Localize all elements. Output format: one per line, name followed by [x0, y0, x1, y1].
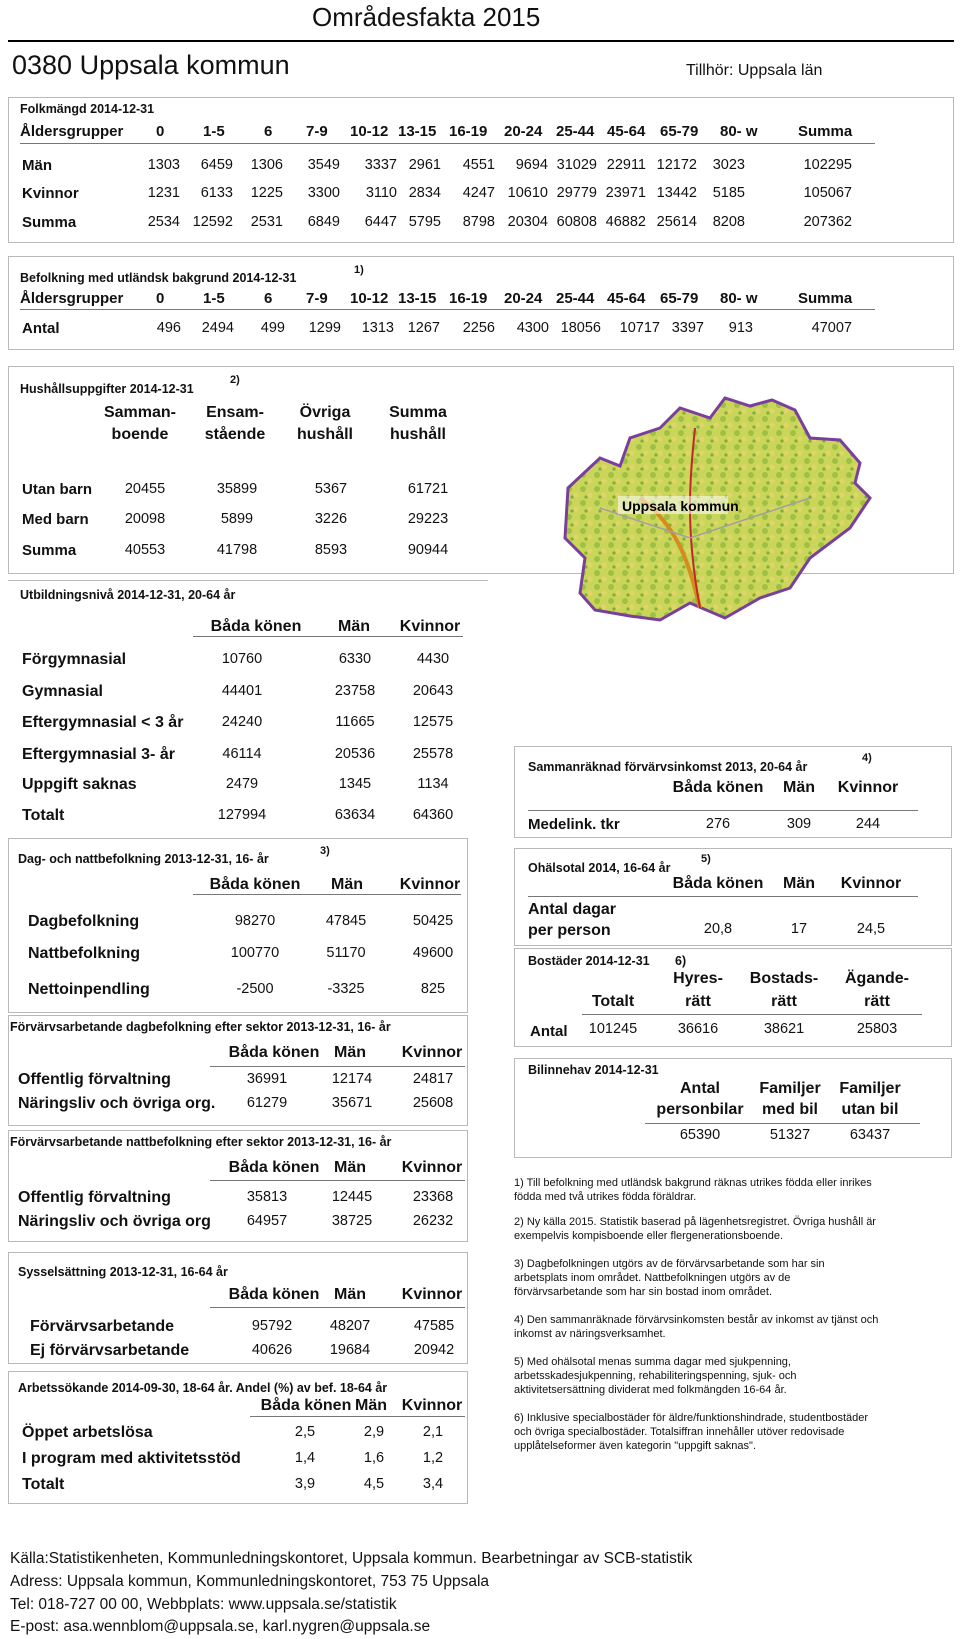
folkmangd-group-label: Åldersgrupper [20, 123, 124, 140]
cell-value: 1,6 [363, 1450, 385, 1466]
col-header: Kvinnor [840, 875, 902, 892]
cell-value: 1231 [147, 185, 180, 201]
cell-value: 1267 [407, 320, 440, 336]
col-header: Män [783, 779, 815, 796]
row-label: Näringsliv och övriga org [18, 1213, 211, 1230]
syss-header-rule [210, 1307, 465, 1308]
forv-natt-header-rule [210, 1180, 465, 1181]
cell-value: 25578 [412, 746, 454, 762]
arbetssokande-title: Arbetssökande 2014-09-30, 18-64 år. Andel (%) av bef. 18-64 år [18, 1381, 388, 1395]
age-header: 25-44 [556, 123, 595, 140]
cell-value: 2834 [408, 185, 441, 201]
footnote: 5) Med ohälsotal menas summa dagar med sjukpenning, arbetsskadesjukpenning, rehabiliteringspenning, sjuk- och aktivitetsersättning dividerat med folkmängden 16-64 år. [514, 1356, 797, 1396]
cell-value: 2479 [225, 776, 259, 792]
cell-value: 2256 [462, 320, 495, 336]
cell-value: 12174 [331, 1071, 373, 1087]
col-header: Kvinnor [401, 1044, 463, 1061]
cell-value: 64360 [412, 807, 454, 823]
col-header: med bil [761, 1101, 818, 1118]
age-header: 45-64 [607, 290, 646, 307]
cell-value: -2500 [236, 981, 274, 997]
col-header: boende [111, 426, 169, 443]
cell-value: 2,9 [363, 1424, 385, 1440]
cell-value: 29223 [407, 511, 449, 527]
cell-value: 35899 [216, 481, 258, 497]
cell-value: 38621 [763, 1021, 805, 1037]
row-sum: 207362 [803, 214, 852, 230]
cell-value: 36991 [246, 1071, 288, 1087]
col-header: Övriga [299, 404, 351, 421]
row-sum: 105067 [803, 185, 852, 201]
cell-value: 50425 [412, 913, 454, 929]
map-graphic [510, 388, 950, 652]
footer-source: Källa:Statistikenheten, Kommunledningskontoret, Uppsala kommun. Bearbetningar av SCB-statistik [10, 1550, 693, 1567]
col-header: Båda könen [228, 1159, 320, 1176]
col-header: Män [331, 876, 363, 893]
bostader-title: Bostäder 2014-12-31 [528, 954, 650, 968]
row-label: Gymnasial [22, 683, 103, 700]
cell-value: 4247 [462, 185, 495, 201]
cell-value: 913 [728, 320, 753, 336]
cell-value: 10610 [507, 185, 548, 201]
cell-value: 22911 [606, 157, 646, 173]
syss-title: Sysselsättning 2013-12-31, 16-64 år [18, 1265, 228, 1279]
cell-value: 3,9 [294, 1476, 316, 1492]
row-label: Utan barn [22, 481, 93, 498]
row-label: Eftergymnasial < 3 år [22, 714, 184, 731]
age-header: 65-79 [660, 123, 699, 140]
forv-dag-header-rule [210, 1066, 465, 1067]
cell-value: 1225 [250, 185, 283, 201]
age-header: 6 [264, 290, 273, 307]
cell-value: 24240 [221, 714, 263, 730]
footnote: 1) Till befolkning med utländsk bakgrund räknas utrikes födda eller inrikes födda med två utrikes födda föräldrar. [514, 1177, 872, 1203]
utbildning-top-rule [8, 580, 488, 581]
col-header: Samman- [103, 404, 177, 421]
cell-value: 29779 [556, 185, 597, 201]
col-header: hushåll [296, 426, 353, 443]
cell-value: 95792 [251, 1318, 293, 1334]
cell-value: 20,8 [703, 921, 733, 937]
cell-value: -3325 [327, 981, 365, 997]
cell-value: 24,5 [856, 921, 886, 937]
col-header: Familjer [759, 1080, 821, 1097]
row-label: I program med aktivitetsstöd [22, 1450, 241, 1467]
cell-value: 46114 [222, 746, 262, 762]
ohalsotal-header-rule [528, 896, 918, 897]
cell-value: 38725 [331, 1213, 373, 1229]
col-header: Summa [389, 404, 447, 421]
age-header: 13-15 [398, 123, 437, 140]
dagnatt-note: 3) [320, 845, 330, 857]
col-header: Båda könen [228, 1286, 320, 1303]
cell-value: 41798 [216, 542, 258, 558]
cell-value: 2531 [250, 214, 283, 230]
folkmangd-title: Folkmängd 2014-12-31 [20, 102, 155, 116]
col-header: Män [334, 1044, 366, 1061]
cell-value: 499 [260, 320, 285, 336]
forv-dag-title: Förvärvsarbetande dagbefolkning efter sektor 2013-12-31, 16- år [10, 1020, 391, 1034]
col-header: Män [334, 1159, 366, 1176]
inkomst-header-rule [528, 810, 918, 811]
age-header: 0 [156, 123, 165, 140]
age-header: 16-19 [449, 290, 488, 307]
ohalsotal-note: 5) [701, 853, 711, 865]
map-label: Uppsala kommun [622, 498, 739, 514]
cell-value: 12592 [192, 214, 233, 230]
age-header: 7-9 [306, 290, 328, 307]
cell-value: 18056 [560, 320, 601, 336]
cell-value: 1134 [417, 776, 449, 792]
cell-value: 2534 [147, 214, 180, 230]
cell-value: 5795 [408, 214, 441, 230]
cell-value: 26232 [412, 1213, 454, 1229]
cell-value: 3226 [314, 511, 348, 527]
cell-value: 40553 [124, 542, 166, 558]
bostader-row-label: Antal [530, 1023, 568, 1040]
cell-value: 2,1 [422, 1424, 444, 1440]
age-header: 7-9 [306, 123, 328, 140]
col-header: Ägande- [845, 970, 909, 987]
age-header: 10-12 [350, 290, 389, 307]
age-header: 80- w [720, 290, 758, 307]
cell-value: 6133 [200, 185, 233, 201]
cell-value: 13442 [656, 185, 697, 201]
footer-email: E-post: asa.wennblom@uppsala.se, karl.nygren@uppsala.se [10, 1618, 431, 1635]
col-header: Båda könen [260, 1397, 352, 1414]
col-header: Kvinnor [401, 1286, 463, 1303]
cell-value: 825 [420, 981, 446, 997]
age-header: 16-19 [449, 123, 488, 140]
age-header: 65-79 [660, 290, 699, 307]
cell-value: 1345 [338, 776, 372, 792]
header-rule [8, 40, 954, 42]
cell-value: 9694 [515, 157, 548, 173]
cell-value: 64957 [246, 1213, 288, 1229]
col-header: Hyres- [673, 970, 723, 987]
inkomst-note: 4) [862, 752, 872, 764]
footnote: 4) Den sammanräknade förvärvsinkomsten består av inkomst av tjänst och inkomst av näringsverksamhet. [514, 1314, 879, 1340]
cell-value: 1306 [250, 157, 283, 173]
ohalsotal-label-1: Antal dagar [528, 901, 617, 918]
cell-value: 1303 [147, 157, 180, 173]
row-label: Offentlig förvaltning [18, 1189, 171, 1206]
col-header: stående [204, 426, 266, 443]
col-header: Män [783, 875, 815, 892]
col-header: Båda könen [672, 875, 764, 892]
kommun-title: 0380 Uppsala kommun [12, 50, 290, 80]
bilinnehav-title: Bilinnehav 2014-12-31 [528, 1063, 659, 1077]
col-header: rätt [864, 993, 890, 1010]
cell-value: 35671 [331, 1095, 373, 1111]
col-header: Totalt [591, 993, 635, 1010]
row-label: Förvärvsarbetande [30, 1318, 175, 1335]
col-header: utan bil [841, 1101, 899, 1118]
age-header: 10-12 [350, 123, 389, 140]
cell-value: 12445 [331, 1189, 373, 1205]
col-header: Båda könen [228, 1044, 320, 1061]
age-header: 20-24 [504, 290, 543, 307]
cell-value: 101245 [588, 1021, 638, 1037]
cell-value: 20455 [124, 481, 166, 497]
utbildning-header-rule [193, 636, 463, 637]
cell-value: 1,4 [294, 1450, 316, 1466]
cell-value: 2494 [201, 320, 234, 336]
cell-value: 3549 [307, 157, 340, 173]
col-header: Bostads- [749, 970, 819, 987]
utbildning-title: Utbildningsnivå 2014-12-31, 20-64 år [20, 588, 236, 602]
row-label: Näringsliv och övriga org. [18, 1095, 216, 1112]
row-label: Summa [22, 214, 77, 231]
utlandsk-group-label: Åldersgrupper [20, 290, 124, 307]
cell-value: 65390 [679, 1127, 721, 1143]
inkomst-title: Sammanräknad förvärvsinkomst 2013, 20-64 år [528, 760, 808, 774]
lan-label: Tillhör: Uppsala län [686, 62, 823, 79]
col-header: Båda könen [209, 876, 301, 893]
cell-value: 31029 [556, 157, 597, 173]
bilinnehav-header-rule [645, 1123, 920, 1124]
cell-value: 8208 [712, 214, 745, 230]
cell-value: 23758 [334, 683, 376, 699]
row-label: Eftergymnasial 3- år [22, 746, 175, 763]
bostader-header-rule [582, 1014, 922, 1015]
cell-value: 276 [705, 816, 731, 832]
cell-value: 25614 [656, 214, 697, 230]
col-header: rätt [771, 993, 797, 1010]
cell-value: 5367 [314, 481, 348, 497]
col-header: Båda könen [210, 618, 302, 635]
col-header: Ensam- [206, 404, 264, 421]
cell-value: 23971 [605, 185, 646, 201]
cell-value: 20942 [413, 1342, 455, 1358]
cell-value: 4300 [516, 320, 549, 336]
cell-value: 11665 [335, 714, 375, 730]
col-header: Kvinnor [399, 876, 461, 893]
col-header: Kvinnor [401, 1159, 463, 1176]
cell-value: 4,5 [363, 1476, 385, 1492]
cell-value: 5185 [712, 185, 745, 201]
row-label: Summa [22, 542, 77, 559]
cell-value: 127994 [217, 807, 267, 823]
cell-value: 100770 [230, 945, 280, 961]
report-title: Områdesfakta 2015 [312, 2, 541, 32]
cell-value: 8593 [314, 542, 348, 558]
row-label: Dagbefolkning [28, 913, 140, 930]
row-label: Totalt [22, 1476, 65, 1493]
age-header: 25-44 [556, 290, 595, 307]
col-header: Kvinnor [401, 1397, 463, 1414]
folkmangd-header-rule [20, 143, 875, 144]
cell-value: 3023 [712, 157, 745, 173]
row-label: Med barn [22, 511, 89, 528]
cell-value: 61279 [246, 1095, 288, 1111]
utlandsk-note: 1) [354, 264, 364, 276]
footnote: 2) Ny källa 2015. Statistik baserad på lägenhetsregistret. Övriga hushåll är exempelvis kompisboende eller flergenerationsboende. [514, 1216, 876, 1242]
cell-value: 20098 [124, 511, 166, 527]
cell-value: 6849 [307, 214, 340, 230]
folkmangd-sum-header: Summa [798, 123, 853, 140]
cell-value: 2,5 [294, 1424, 316, 1440]
cell-value: 5899 [220, 511, 254, 527]
cell-value: 10717 [619, 320, 660, 336]
cell-value: 20536 [334, 746, 376, 762]
bostader-note: 6) [675, 954, 687, 968]
cell-value: 90944 [407, 542, 449, 558]
cell-value: 496 [156, 320, 181, 336]
footer-phone-web: Tel: 018-727 00 00, Webbplats: www.uppsala.se/statistik [10, 1596, 397, 1613]
hushall-note: 2) [230, 374, 240, 386]
row-label: Offentlig förvaltning [18, 1071, 171, 1088]
cell-value: 12575 [412, 714, 454, 730]
col-header: Män [355, 1397, 387, 1414]
age-header: 13-15 [398, 290, 437, 307]
cell-value: 1313 [361, 320, 394, 336]
cell-value: 6459 [200, 157, 233, 173]
age-header: 6 [264, 123, 273, 140]
cell-value: 24817 [412, 1071, 454, 1087]
cell-value: 20643 [412, 683, 454, 699]
col-header: Män [338, 618, 370, 635]
cell-value: 48207 [329, 1318, 371, 1334]
age-header: 20-24 [504, 123, 543, 140]
hushall-title: Hushållsuppgifter 2014-12-31 [20, 382, 194, 396]
col-header: Kvinnor [399, 618, 461, 635]
cell-value: 23368 [412, 1189, 454, 1205]
cell-value: 36616 [677, 1021, 719, 1037]
utlandsk-sum-header: Summa [798, 290, 853, 307]
footer-address: Adress: Uppsala kommun, Kommunledningskontoret, 753 75 Uppsala [10, 1573, 490, 1590]
cell-value: 4551 [462, 157, 495, 173]
cell-value: 47585 [413, 1318, 455, 1334]
cell-value: 1299 [308, 320, 341, 336]
col-header: rätt [685, 993, 711, 1010]
kommun-map [510, 388, 950, 652]
utlandsk-row-label: Antal [22, 320, 60, 337]
cell-value: 19684 [329, 1342, 371, 1358]
row-label: Öppet arbetslösa [22, 1424, 153, 1441]
cell-value: 309 [786, 816, 812, 832]
col-header: hushåll [389, 426, 446, 443]
row-label: Män [22, 157, 52, 174]
utlandsk-header-rule [20, 309, 875, 310]
cell-value: 2961 [408, 157, 441, 173]
col-header: Familjer [839, 1080, 901, 1097]
cell-value: 3397 [671, 320, 704, 336]
cell-value: 10760 [221, 651, 263, 667]
cell-value: 60808 [556, 214, 597, 230]
row-label: Kvinnor [22, 185, 79, 202]
row-sum: 47007 [811, 320, 852, 336]
col-header: Båda könen [672, 779, 764, 796]
cell-value: 17 [790, 921, 808, 937]
col-header: personbilar [656, 1101, 744, 1118]
ohalsotal-label-2: per person [528, 922, 611, 939]
cell-value: 8798 [462, 214, 495, 230]
col-header: Män [334, 1286, 366, 1303]
age-header: 80- w [720, 123, 758, 140]
cell-value: 12172 [656, 157, 697, 173]
col-header: Kvinnor [837, 779, 899, 796]
cell-value: 51327 [769, 1127, 811, 1143]
cell-value: 35813 [246, 1189, 288, 1205]
cell-value: 6330 [338, 651, 372, 667]
cell-value: 244 [855, 816, 881, 832]
cell-value: 25608 [412, 1095, 454, 1111]
cell-value: 44401 [221, 683, 263, 699]
cell-value: 63634 [334, 807, 376, 823]
cell-value: 47845 [325, 913, 367, 929]
row-label: Förgymnasial [22, 651, 127, 668]
utlandsk-title: Befolkning med utländsk bakgrund 2014-12-31 [20, 271, 297, 285]
cell-value: 49600 [412, 945, 454, 961]
cell-value: 61721 [407, 481, 449, 497]
ohalsotal-title: Ohälsotal 2014, 16-64 år [528, 861, 671, 875]
cell-value: 46882 [605, 214, 646, 230]
cell-value: 3337 [364, 157, 397, 173]
forv-natt-title: Förvärvsarbetande nattbefolkning efter sektor 2013-12-31, 16- år [10, 1135, 392, 1149]
age-header: 1-5 [203, 290, 225, 307]
cell-value: 63437 [849, 1127, 891, 1143]
cell-value: 51170 [326, 945, 366, 961]
row-sum: 102295 [803, 157, 852, 173]
cell-value: 40626 [251, 1342, 293, 1358]
cell-value: 4430 [416, 651, 450, 667]
row-label: Ej förvärvsarbetande [30, 1342, 190, 1359]
footnote: 6) Inklusive specialbostäder för äldre/funktionshindrade, studentbostäder och övriga specialbostäder. Totalsiffran innehåller utöver redovisade upplåtelseformer även kategorin "uppgift saknas". [514, 1412, 869, 1452]
dagnatt-title: Dag- och nattbefolkning 2013-12-31, 16- år [18, 852, 269, 866]
cell-value: 3,4 [422, 1476, 444, 1492]
cell-value: 25803 [856, 1021, 898, 1037]
age-header: 1-5 [203, 123, 225, 140]
arbetssokande-header-rule [250, 1416, 465, 1417]
row-label: Nattbefolkning [28, 945, 140, 962]
cell-value: 98270 [234, 913, 276, 929]
row-label: Uppgift saknas [22, 776, 137, 793]
dagnatt-header-rule [193, 894, 461, 895]
age-header: 45-64 [607, 123, 646, 140]
cell-value: 3300 [307, 185, 340, 201]
cell-value: 3110 [365, 185, 397, 201]
cell-value: 1,2 [422, 1450, 444, 1466]
col-header: Antal [680, 1080, 720, 1097]
cell-value: 6447 [364, 214, 397, 230]
age-header: 0 [156, 290, 165, 307]
cell-value: 20304 [507, 214, 548, 230]
footnote: 3) Dagbefolkningen utgörs av de förvärvsarbetande som har sin arbetsplats inom området. Nattbefolkningen utgörs av de förvärvsarbetande som har sin bostad inom området. [514, 1258, 825, 1298]
row-label: Nettoinpendling [28, 981, 150, 998]
row-label: Totalt [22, 807, 65, 824]
inkomst-row-label: Medelink. tkr [528, 816, 620, 833]
